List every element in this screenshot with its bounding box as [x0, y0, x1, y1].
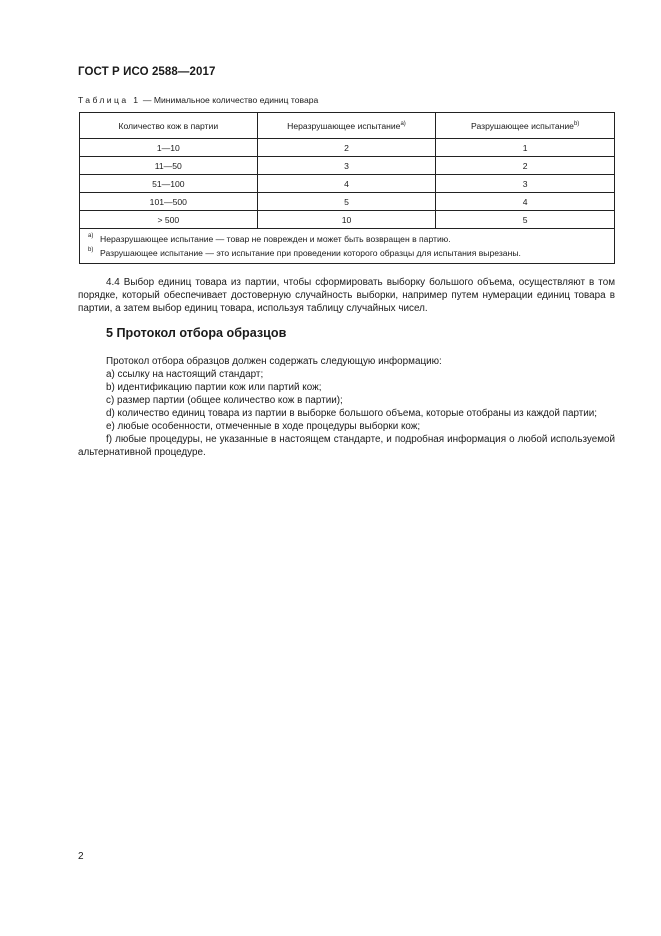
- section-5-heading: 5 Протокол отбора образцов: [106, 326, 287, 340]
- list-item: f) любые процедуры, не указанные в настоящем стандарте, и подробная информация о любой используемой альтернативной процедуре.: [78, 434, 615, 458]
- table-caption-title: Минимальное количество единиц товара: [153, 95, 319, 105]
- column-header-nondestructive: Неразрушающее испытание$^{а)}$: [257, 113, 436, 139]
- footnote-text: Неразрушающее испытание — товар не поврежден и может быть возвращен в партию.: [100, 234, 451, 244]
- footnote-text: Разрушающее испытание — это испытание при проведении которого образцы для испытания вырезаны.: [100, 248, 521, 258]
- footnote-mark: а): [88, 233, 94, 239]
- table-cell: 2: [436, 157, 615, 175]
- clause-4-4: 4.4 Выбор единиц товара из партии, чтобы сформировать выборку большого объема, осуществляют в том порядке, который обеспечивает достоверную случайность выборки, например путем нумерации единиц товара в партии, а затем выбор единиц товара, используя таблицу случайных чисел.: [78, 277, 615, 314]
- table-cell: 3: [257, 157, 436, 175]
- table-cell: 1—10: [80, 139, 258, 157]
- table-cell: 5: [257, 193, 436, 211]
- list-item: е) любые особенности, отмеченные в ходе процедуры выборки кож;: [106, 421, 421, 432]
- list-item: с) размер партии (общее количество кож в партии);: [106, 395, 343, 406]
- table-row: [80, 193, 615, 211]
- footnote-mark: b): [88, 247, 94, 253]
- footnote-ref-b: b): [573, 120, 580, 127]
- section-5-body: [78, 355, 615, 459]
- table-cell: 4: [257, 175, 436, 193]
- table-header-row: [80, 113, 615, 139]
- min-units-table: [79, 112, 615, 264]
- table-cell: 1: [436, 139, 615, 157]
- column-header-hides-count: Количество кож в партии: [80, 113, 258, 139]
- footnote-a: [88, 232, 608, 246]
- table-row: [80, 139, 615, 157]
- table-caption: [78, 95, 318, 105]
- table-footnotes: [80, 229, 615, 264]
- table-cell: 2: [257, 139, 436, 157]
- column-header-destructive: Разрушающее испытание$^{b)}$: [436, 113, 615, 139]
- list-item: b) идентификацию партии кож или партий кож;: [106, 382, 322, 393]
- table-cell: > 500: [80, 211, 258, 229]
- section-5-intro: Протокол отбора образцов должен содержать следующую информацию:: [106, 356, 442, 367]
- footnote-ref-a: а): [400, 120, 406, 127]
- list-item: d) количество единиц товара из партии в выборке большого объема, которые отобраны из каждой партии;: [106, 408, 598, 419]
- table-row: [80, 211, 615, 229]
- list-item: а) ссылку на настоящий стандарт;: [106, 369, 264, 380]
- table-cell: 51—100: [80, 175, 258, 193]
- table-footnotes-row: [80, 229, 615, 264]
- table-cell: 3: [436, 175, 615, 193]
- table-cell: 101—500: [80, 193, 258, 211]
- table-row: [80, 157, 615, 175]
- footnote-b: [88, 246, 608, 260]
- table-cell: 11—50: [80, 157, 258, 175]
- document-header: ГОСТ Р ИСО 2588—2017: [78, 66, 216, 78]
- page-number: 2: [78, 851, 84, 862]
- table-row: [80, 175, 615, 193]
- table-caption-label: Таблица 1: [78, 95, 141, 105]
- table-cell: 10: [257, 211, 436, 229]
- table-caption-separator: —: [140, 95, 154, 105]
- table-cell: 5: [436, 211, 615, 229]
- table-cell: 4: [436, 193, 615, 211]
